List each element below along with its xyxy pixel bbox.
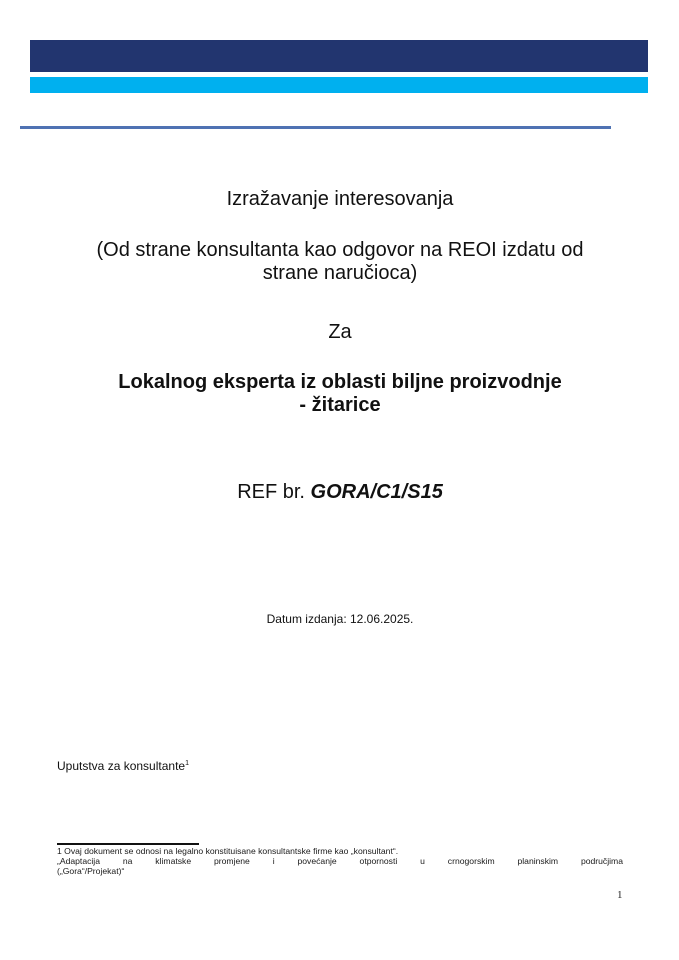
document-title: Izražavanje interesovanja [226, 188, 454, 210]
position-title [40, 371, 640, 417]
issue-date: Datum izdanja: 12.06.2025. [266, 612, 414, 626]
document-subtitle [40, 239, 640, 285]
footnote-line-2: „Adaptacija na klimatske promjene i povećanje otpornosti u crnogorskim planinskim područjima [57, 856, 623, 866]
subtitle-line-1: (Od strane konsultanta kao odgovor na REOI izdatu od [96, 239, 584, 261]
for-label: Za [328, 321, 352, 343]
footnote-separator [57, 843, 199, 845]
position-line-2: - žitarice [299, 394, 381, 416]
header-bar-dark [30, 40, 648, 72]
instructions-heading [57, 757, 189, 773]
footnote-reference[interactable]: 1 [185, 760, 189, 767]
ref-code: GORA/C1/S15 [310, 481, 443, 503]
position-line-1: Lokalnog eksperta iz oblasti biljne proizvodnje [118, 371, 562, 393]
header-rule [20, 126, 611, 129]
reference-number [40, 481, 640, 504]
footnote-line-1: 1 Ovaj dokument se odnosi na legalno konstituisane konsultantske firme kao „konsultant“. [57, 846, 399, 856]
footnote-block [57, 846, 623, 876]
subtitle-line-2: strane naručioca) [262, 262, 418, 284]
footnote-line-3: („Gora“/Projekat)“ [57, 866, 125, 876]
ref-label: REF br. [237, 481, 311, 503]
header-bar-light [30, 77, 648, 93]
page-number: 1 [617, 889, 623, 901]
instructions-label: Uputstva za konsultante [57, 759, 186, 773]
